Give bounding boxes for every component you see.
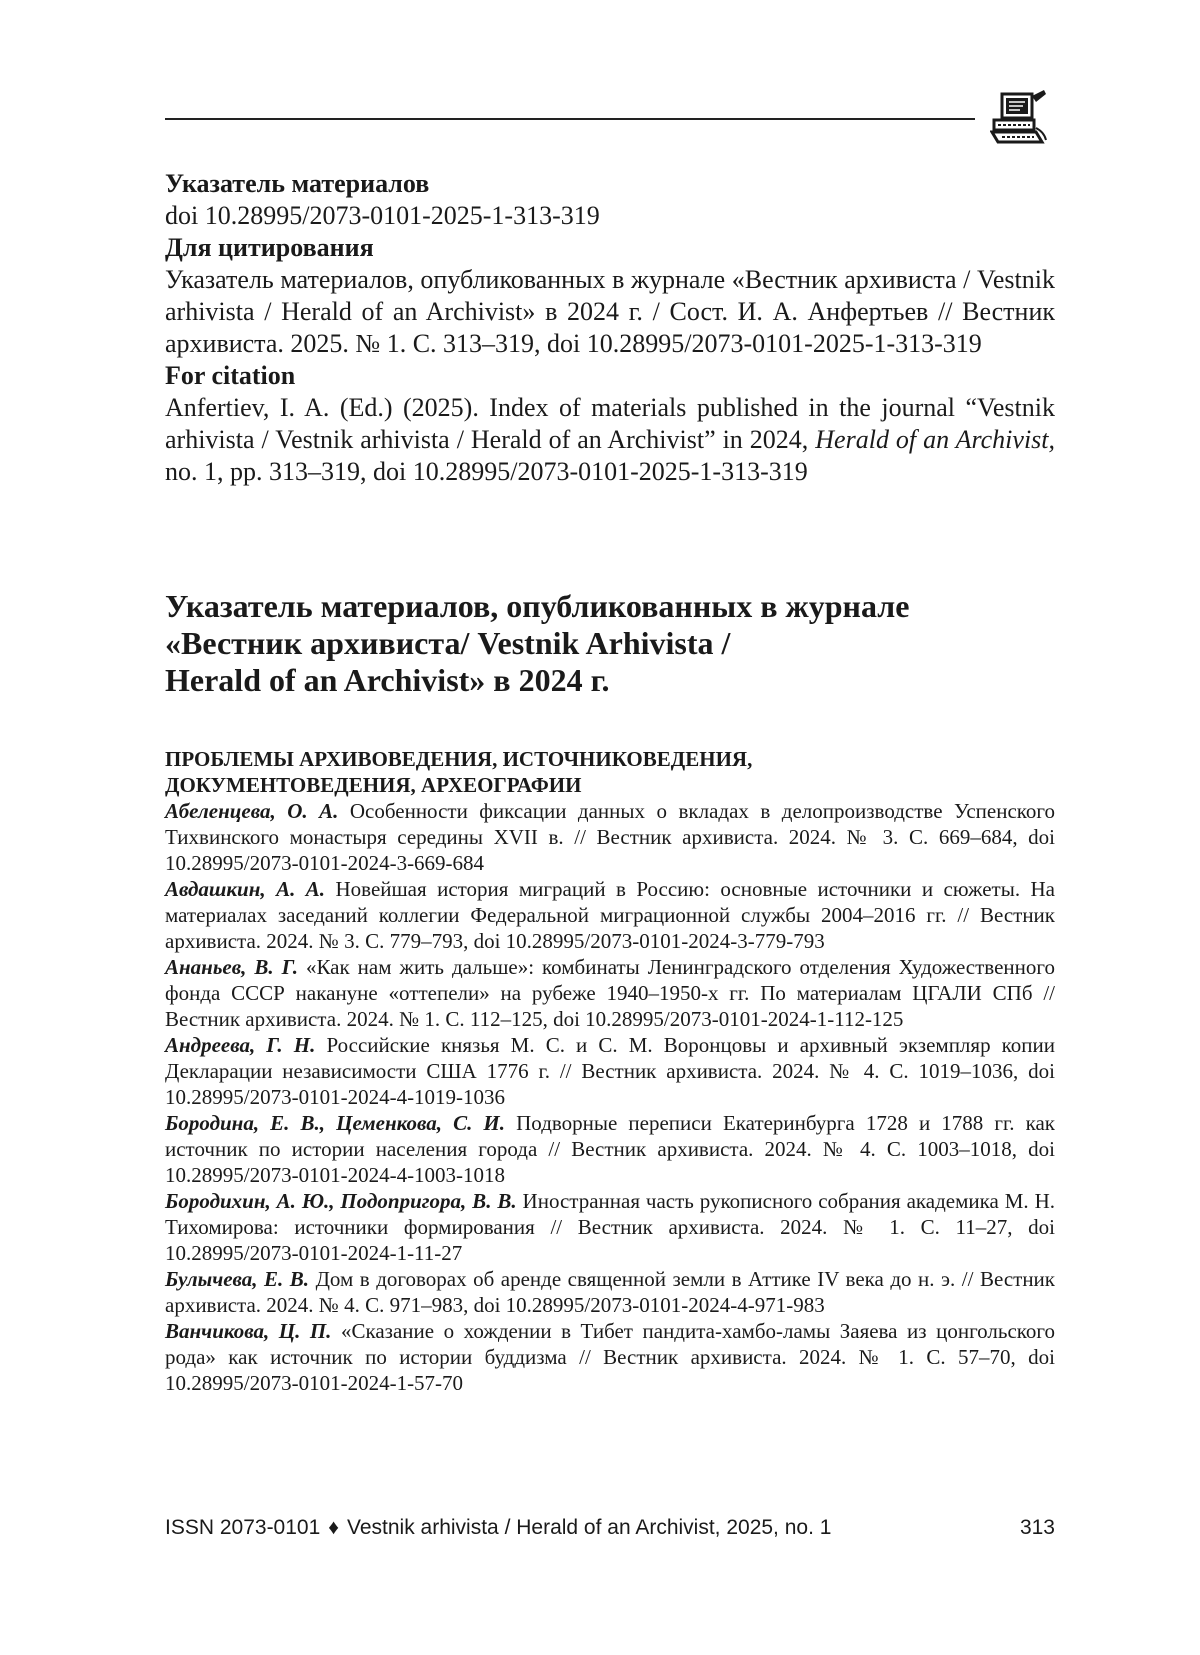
section-title	[165, 746, 1055, 798]
footer-issn: ISSN 2073-0101	[165, 1516, 321, 1539]
entry-author: Андреева, Г. Н.	[165, 1033, 316, 1057]
index-entry	[165, 1318, 1055, 1396]
title-line-1: Указатель материалов, опубликованных в журнале	[165, 588, 910, 624]
index-entry	[165, 954, 1055, 1032]
meta-title-label: Указатель материалов	[165, 169, 430, 198]
index-entry	[165, 798, 1055, 876]
index-entry	[165, 1188, 1055, 1266]
cite-en-text	[165, 392, 1055, 488]
header-rule	[165, 118, 975, 120]
entry-author: Абеленцева, О. А.	[165, 799, 339, 823]
index-section	[165, 746, 1055, 1396]
entry-text: Дом в договорах об аренде священной земли в Аттике IV века до н. э. // Вестник архивиста. 2024. № 4. С. 971–983, doi 10.28995/2073-0101-2024-4-971-983	[165, 1267, 1056, 1317]
entry-author: Ванчикова, Ц. П.	[165, 1319, 332, 1343]
index-entry	[165, 1266, 1055, 1318]
footer-journal-line	[165, 1515, 831, 1541]
entry-author: Бородина, Е. В., Цеменкова, С. И.	[165, 1111, 506, 1135]
diamond-separator-icon: ♦	[328, 1516, 339, 1539]
page-number: 313	[1019, 1516, 1055, 1539]
citation-block	[165, 168, 1055, 488]
section-title-line-2: ДОКУМЕНТОВЕДЕНИЯ, АРХЕОГРАФИИ	[165, 773, 582, 797]
entry-author: Ананьев, В. Г.	[165, 955, 298, 979]
entry-author: Авдашкин, А. А.	[165, 877, 326, 901]
entry-text: Иностранная часть рукописного собрания академика М. Н. Тихомирова: источники формирования // Вестник архивиста. 2024. № 1. С. 11–27, doi 10.28995/2073-0101-2024-1-11-27	[165, 1189, 1056, 1265]
entry-text: Новейшая история миграций в Россию: основные источники и сюжеты. На материалах заседаний коллегии Федеральной миграционной службы 2004–2016 гг. // Вестник архивиста. 2024. № 3. С. 779–793, doi 10.28995/2073-0101-2024-3-779-793	[165, 877, 1056, 953]
entry-text: Подворные переписи Екатеринбурга 1728 и 1788 гг. как источник по истории населения города // Вестник архивиста. 2024. № 4. С. 1003–1018, doi 10.28995/2073-0101-2024-4-1003-1018	[165, 1111, 1056, 1187]
index-entry	[165, 876, 1055, 954]
page-title	[165, 588, 1055, 699]
meta-doi: doi 10.28995/2073-0101-2025-1-313-319	[165, 201, 600, 230]
index-entry	[165, 1032, 1055, 1110]
entry-text: Особенности фиксации данных о вкладах в делопроизводстве Успенского Тихвинского монастыря середины XVII в. // Вестник архивиста. 2024. № 3. С. 669–684, doi 10.28995/2073-0101-2024-3-669-684	[165, 799, 1056, 875]
title-line-3: Herald of an Archivist» в 2024 г.	[165, 662, 610, 698]
cite-ru-text: Указатель материалов, опубликованных в журнале «Вестник архивиста / Vestnik arhivista / Herald of an Archivist» в 2024 г. / Сост. И. А. Анфертьев // Вестник архивиста. 2025. № 1. С. 313–319, doi 10.28995/2073-0101-2025-1-313-319	[165, 265, 1055, 358]
entry-author: Булычева, Е. В.	[165, 1267, 310, 1291]
cite-en-text-1: Anfertiev, I. A. (Ed.) (2025). Index of materials published in the journal “Vestnik arhivista / Vestnik arhivista / Herald of an Archivist” in 2024,	[165, 393, 1055, 454]
footer-journal: Vestnik arhivista / Herald of an Archivist, 2025, no. 1	[347, 1516, 832, 1539]
entry-text: «Как нам жить дальше»: комбинаты Ленинградского отделения Художественного фонда СССР накануне «оттепели» на рубеже 1940–1950-х гг. По материалам ЦГАЛИ СПб // Вестник архивиста. 2024. № 1. С. 112–125, doi 10.28995/2073-0101-2024-1-112-125	[165, 955, 1055, 1031]
cite-en-journal: Herald of an Archivist,	[815, 425, 1056, 454]
entry-text: «Сказание о хождении в Тибет пандита-хамбо-ламы Заяева из цонгольского рода» как источник по истории буддизма // Вестник архивиста. 2024. № 1. С. 57–70, doi 10.28995/2073-0101-2024-1-57-70	[165, 1319, 1055, 1395]
cite-ru-label: Для цитирования	[165, 233, 374, 262]
cite-en-text-2: no. 1, pp. 313–319, doi 10.28995/2073-0101-2025-1-313-319	[165, 457, 808, 486]
entry-text: Российские князья М. С. и С. М. Воронцовы и архивный экземпляр копии Декларации независимости США 1776 г. // Вестник архивиста. 2024. № 4. С. 1019–1036, doi 10.28995/2073-0101-2024-4-1019-1036	[165, 1033, 1056, 1109]
computer-icon	[990, 88, 1050, 146]
cite-en-label: For citation	[165, 361, 296, 390]
index-entry	[165, 1110, 1055, 1188]
section-title-line-1: ПРОБЛЕМЫ АРХИВОВЕДЕНИЯ, ИСТОЧНИКОВЕДЕНИЯ,	[165, 747, 753, 771]
title-line-2: «Вестник архивиста/ Vestnik Arhivista /	[165, 625, 731, 661]
entry-author: Бородихин, А. Ю., Подопригора, В. В.	[165, 1189, 517, 1213]
